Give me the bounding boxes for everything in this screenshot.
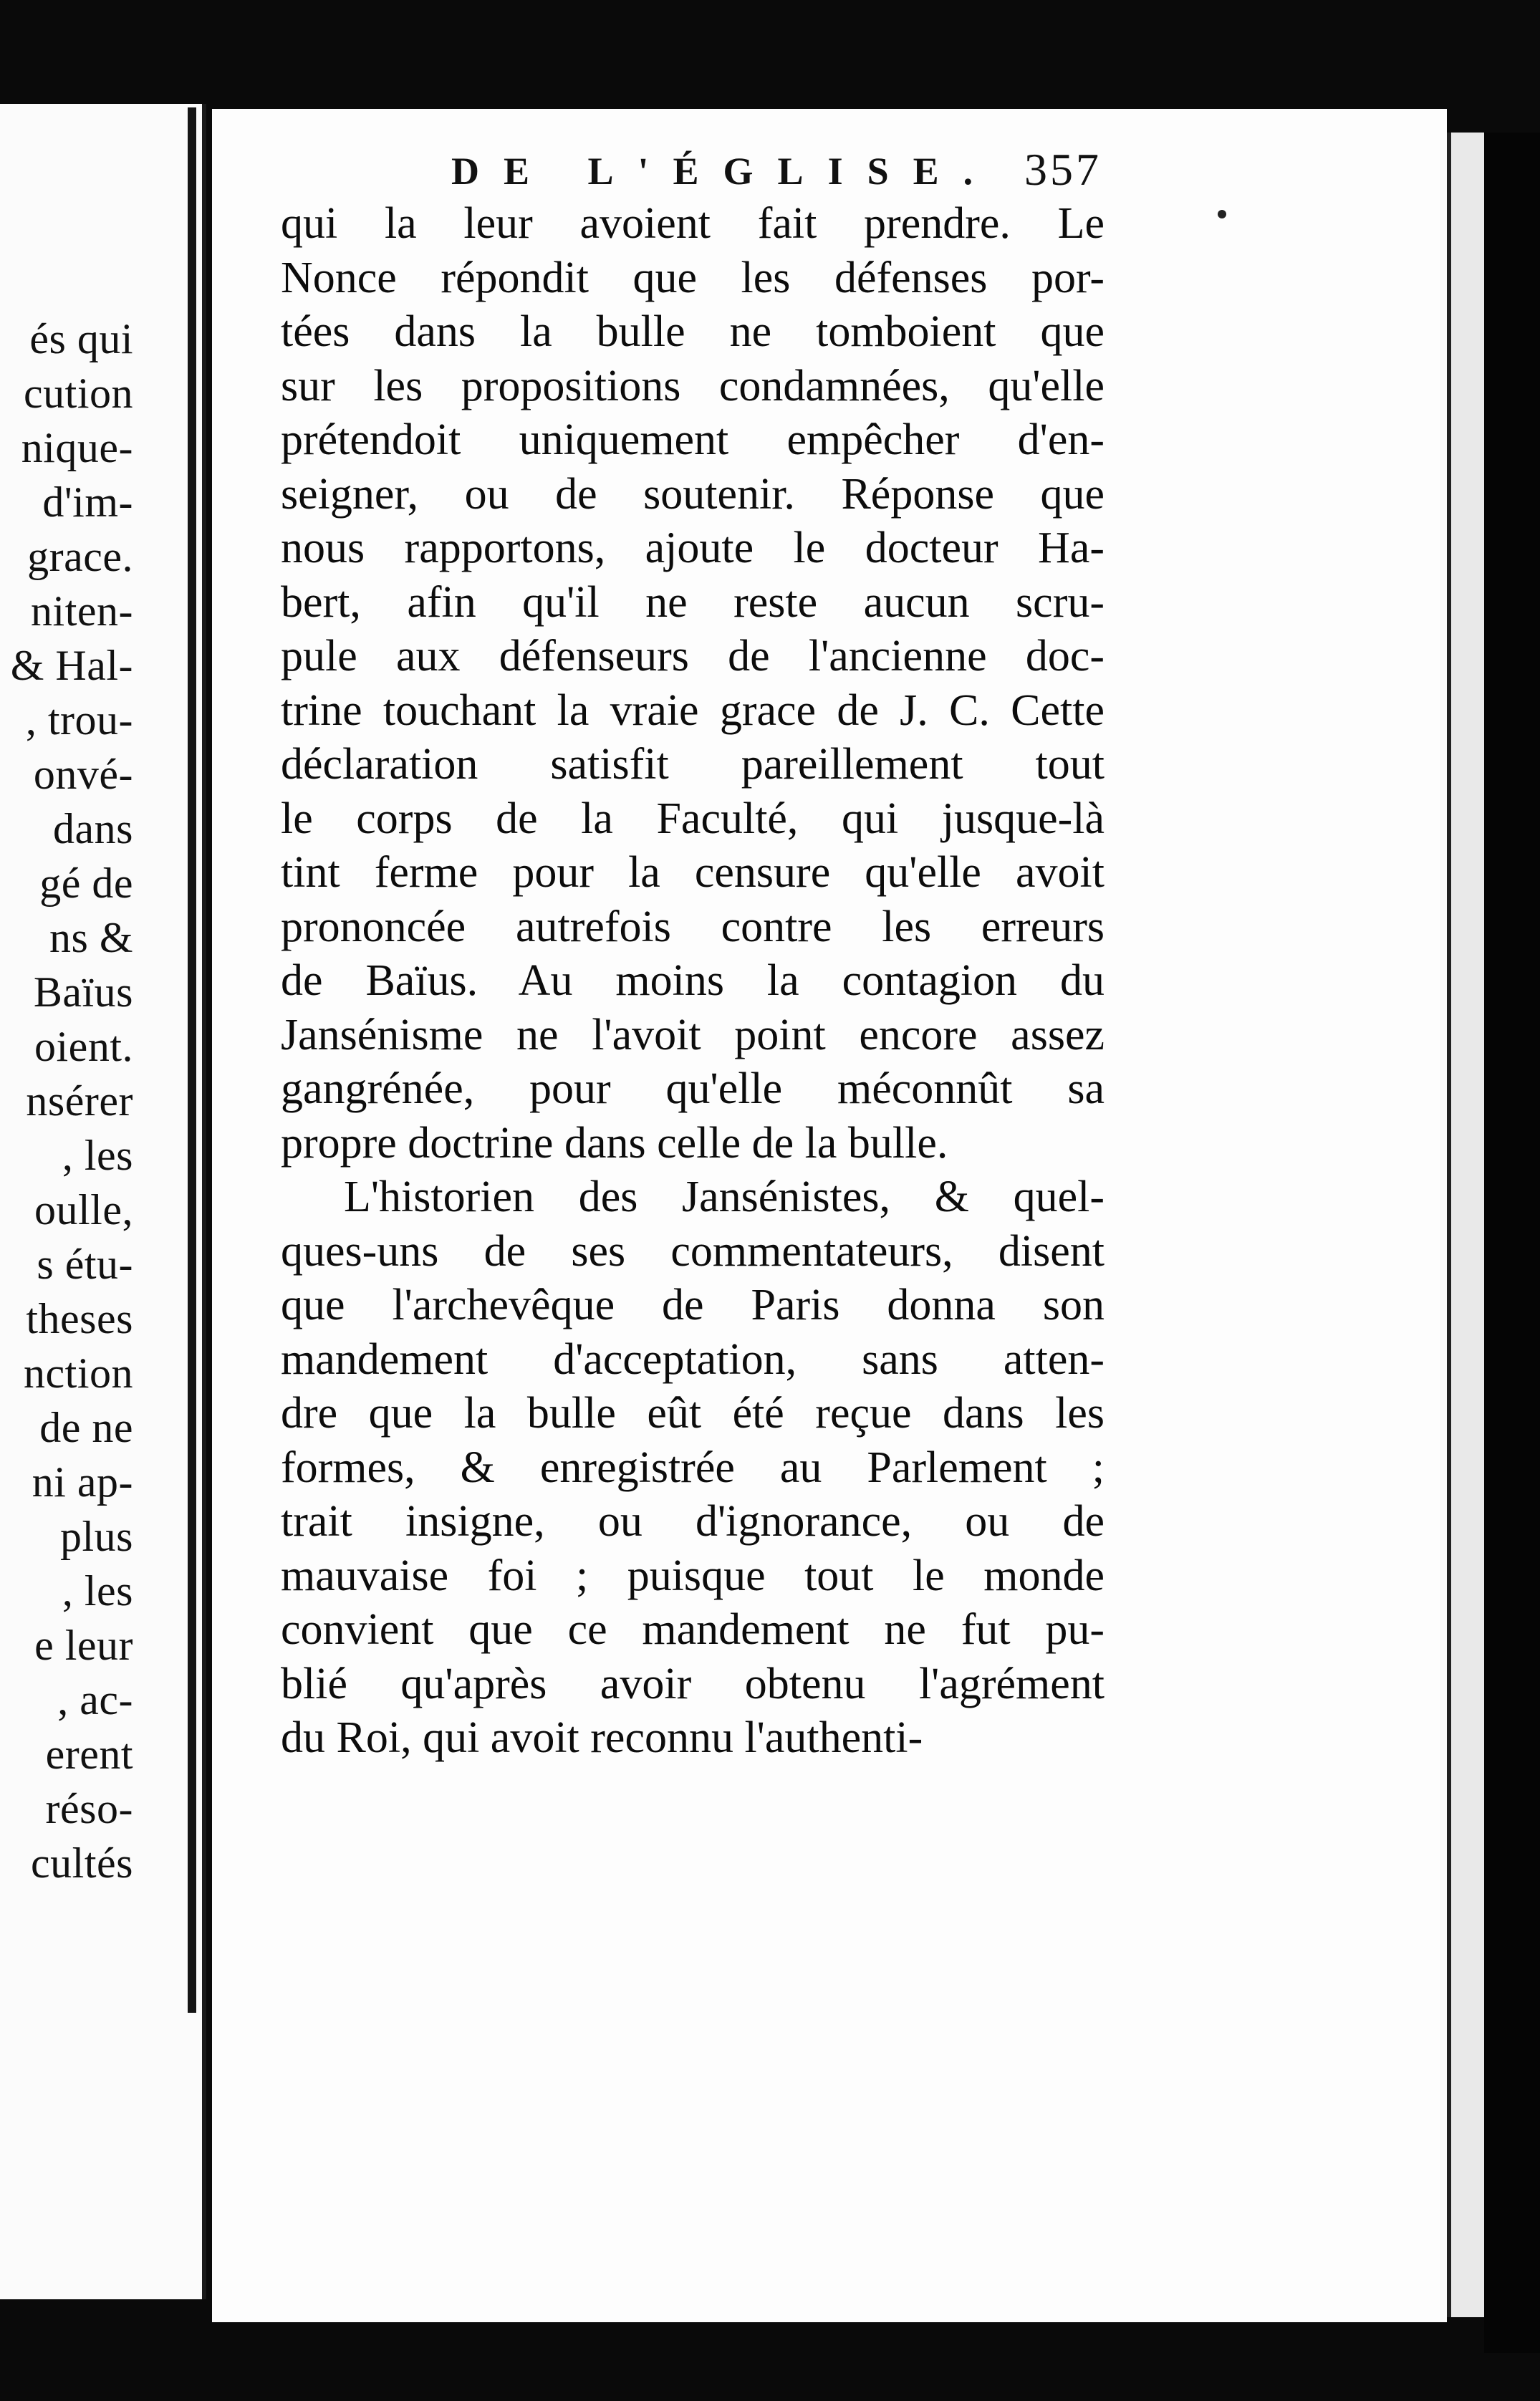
- left-page-line: theses: [26, 1295, 133, 1342]
- body-line: prononcée autrefois contre les erreurs: [281, 902, 1105, 951]
- body-line: pule aux défenseurs de l'ancienne doc-: [281, 632, 1105, 680]
- left-page-line: cultés: [31, 1839, 133, 1887]
- body-line: trine touchant la vraie grace de J. C. Cette: [281, 685, 1105, 735]
- body-line: ques-uns de ses commentateurs, disent: [281, 1226, 1105, 1276]
- page-number: 357: [1024, 144, 1102, 195]
- left-page: [0, 104, 206, 2299]
- left-page-line: cution: [24, 370, 133, 417]
- left-page-line: nsérer: [26, 1077, 133, 1125]
- page-edge: [1447, 133, 1488, 2317]
- body-line: dre que la bulle eût été reçue dans les: [281, 1389, 1105, 1438]
- left-page-line: gé de: [39, 860, 133, 907]
- left-page-line: erent: [45, 1731, 133, 1778]
- left-page-line: , les: [62, 1567, 133, 1615]
- left-page-line: onvé-: [33, 751, 133, 798]
- left-page-line: , trou-: [25, 696, 133, 744]
- body-line: propre doctrine dans celle de la bulle.: [281, 1118, 948, 1168]
- left-page-line: plus: [59, 1513, 133, 1560]
- gutter: [188, 107, 196, 2013]
- left-page-line: , ac-: [57, 1676, 133, 1723]
- body-line: Nonce répondit que les défenses por-: [281, 253, 1105, 302]
- body-line: formes, & enregistrée au Parlement ;: [281, 1443, 1105, 1492]
- running-head: DE L'ÉGLISE.: [451, 150, 998, 193]
- left-page-line: oient.: [34, 1023, 133, 1070]
- body-line: tint ferme pour la censure qu'elle avoit: [281, 848, 1105, 897]
- left-page-line: d'im-: [42, 478, 133, 526]
- left-page-line: ni ap-: [32, 1458, 133, 1506]
- body-line: bert, afin qu'il ne reste aucun scru-: [281, 577, 1105, 627]
- left-page-line: ns &: [49, 914, 133, 961]
- body-line: gangrénée, pour qu'elle méconnût sa: [281, 1064, 1105, 1113]
- body-text: [281, 197, 1105, 1766]
- body-line: sur les propositions condamnées, qu'elle: [281, 361, 1105, 410]
- body-line: blié qu'après avoir obtenu l'agrément: [281, 1659, 1105, 1708]
- left-page-line: nction: [24, 1349, 133, 1397]
- left-page-line: és qui: [29, 315, 133, 362]
- left-page-line: & Hal-: [10, 642, 133, 689]
- body-line: seigner, ou de soutenir. Réponse que: [281, 469, 1105, 519]
- left-page-line: dans: [53, 805, 133, 852]
- left-page-line: Baïus: [33, 968, 133, 1016]
- body-line: trait insigne, ou d'ignorance, ou de: [281, 1497, 1105, 1546]
- body-line: qui la leur avoient fait prendre. Le: [281, 199, 1105, 248]
- body-line: le corps de la Faculté, qui jusque-là: [281, 794, 1105, 843]
- page-edge-shadow: [1484, 133, 1540, 2353]
- body-line: nous rapportons, ajoute le docteur Ha-: [281, 524, 1105, 572]
- body-line: Jansénisme ne l'avoit point encore assez: [281, 1010, 1105, 1059]
- ink-speck: [1218, 210, 1226, 218]
- body-line: convient que ce mandement ne fut pu-: [281, 1605, 1105, 1654]
- body-line: L'historien des Jansénistes, & quel-: [344, 1173, 1105, 1221]
- left-page-line: , les: [62, 1132, 133, 1179]
- left-page-line: niten-: [31, 587, 133, 635]
- left-page-line: s étu-: [37, 1241, 133, 1288]
- body-line: du Roi, qui avoit reconnu l'authenti-: [281, 1713, 923, 1762]
- left-page-line: e leur: [34, 1622, 133, 1669]
- left-page-line: nique-: [21, 424, 133, 471]
- body-line: déclaration satisfit pareillement tout: [281, 740, 1105, 789]
- body-line: tées dans la bulle ne tomboient que: [281, 307, 1105, 356]
- left-page-line: de ne: [39, 1404, 133, 1451]
- body-line: que l'archevêque de Paris donna son: [281, 1281, 1105, 1329]
- body-line: mauvaise foi ; puisque tout le monde: [281, 1551, 1105, 1600]
- left-page-text: [0, 312, 133, 1890]
- left-page-line: oulle,: [34, 1186, 133, 1233]
- body-line: mandement d'acceptation, sans atten-: [281, 1334, 1105, 1384]
- body-line: de Baïus. Au moins la contagion du: [281, 956, 1105, 1005]
- left-page-line: grace.: [27, 533, 133, 580]
- left-page-line: réso-: [45, 1785, 133, 1832]
- body-line: prétendoit uniquement empêcher d'en-: [281, 415, 1105, 464]
